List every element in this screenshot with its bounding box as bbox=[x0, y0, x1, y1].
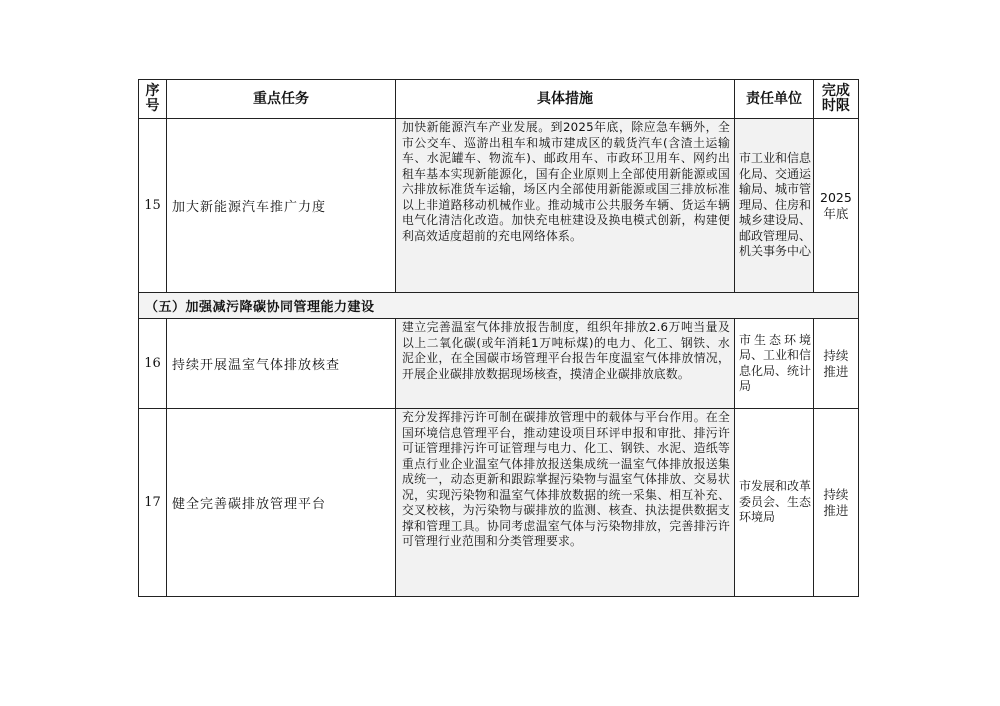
row-time: 持续推进 bbox=[814, 409, 859, 597]
row-measures: 加快新能源汽车产业发展。到2025年底，除应急车辆外，全市公交车、巡游出租车和城市建成区的载货汽车(含渣土运输车、水泥罐车、物流车)、邮政用车、市政环卫用车、网约出租车基本实现新能源化，国有企业原则上全部使用新能源或国六排放标准货车运输，场区内全部使用新能源或国三排放标准以上非道路移动机械作业。推动城市公共服务车辆、货运车辆电气化清洁化改造。加快充电桩建设及换电模式创新，构建便利高效适度超前的充电网络体系。 bbox=[396, 119, 735, 293]
row-unit: 市工业和信息化局、交通运输局、城市管理局、住房和城乡建设局、邮政管理局、机关事务中心 bbox=[735, 119, 814, 293]
row-measures: 建立完善温室气体排放报告制度，组织年排放2.6万吨当量及以上二氧化碳(或年消耗1万吨标煤)的电力、化工、钢铁、水泥企业，在全国碳市场管理平台报告年度温室气体排放情况，开展企业碳排放数据现场核查，摸清企业碳排放底数。 bbox=[396, 319, 735, 409]
row-task: 加大新能源汽车推广力度 bbox=[167, 119, 396, 293]
table-row bbox=[139, 409, 859, 597]
header-unit: 责任单位 bbox=[735, 80, 814, 119]
row-number: 17 bbox=[139, 409, 167, 597]
row-number: 15 bbox=[139, 119, 167, 293]
header-task: 重点任务 bbox=[167, 80, 396, 119]
section-row bbox=[139, 293, 859, 319]
row-task: 健全完善碳排放管理平台 bbox=[167, 409, 396, 597]
measures-table bbox=[138, 79, 859, 597]
row-unit: 市生态环境局、工业和信息化局、统计局 bbox=[735, 319, 814, 409]
header-no: 序号 bbox=[139, 80, 167, 119]
table-row bbox=[139, 119, 859, 293]
section-title: （五）加强减污降碳协同管理能力建设 bbox=[139, 293, 859, 319]
header-time: 完成时限 bbox=[814, 80, 859, 119]
row-time: 持续推进 bbox=[814, 319, 859, 409]
header-measures: 具体措施 bbox=[396, 80, 735, 119]
row-measures: 充分发挥排污许可制在碳排放管理中的载体与平台作用。在全国环境信息管理平台，推动建设项目环评申报和审批、排污许可证管理排污许可证管理与电力、化工、钢铁、水泥、造纸等重点行业企业温室气体排放报送集成统一温室气体排放报送集成统一，动态更新和跟踪掌握污染物与温室气体排放、交易状况，实现污染物和温室气体排放数据的统一采集、相互补充、交叉校核，为污染物与碳排放的监测、核查、执法提供数据支撑和管理工具。协同考虑温室气体与污染物排放，完善排污许可管理行业范围和分类管理要求。 bbox=[396, 409, 735, 597]
row-unit: 市发展和改革委员会、生态环境局 bbox=[735, 409, 814, 597]
row-task: 持续开展温室气体排放核查 bbox=[167, 319, 396, 409]
row-number: 16 bbox=[139, 319, 167, 409]
row-time: 2025年底 bbox=[814, 119, 859, 293]
table-row bbox=[139, 319, 859, 409]
header-row bbox=[139, 80, 859, 119]
